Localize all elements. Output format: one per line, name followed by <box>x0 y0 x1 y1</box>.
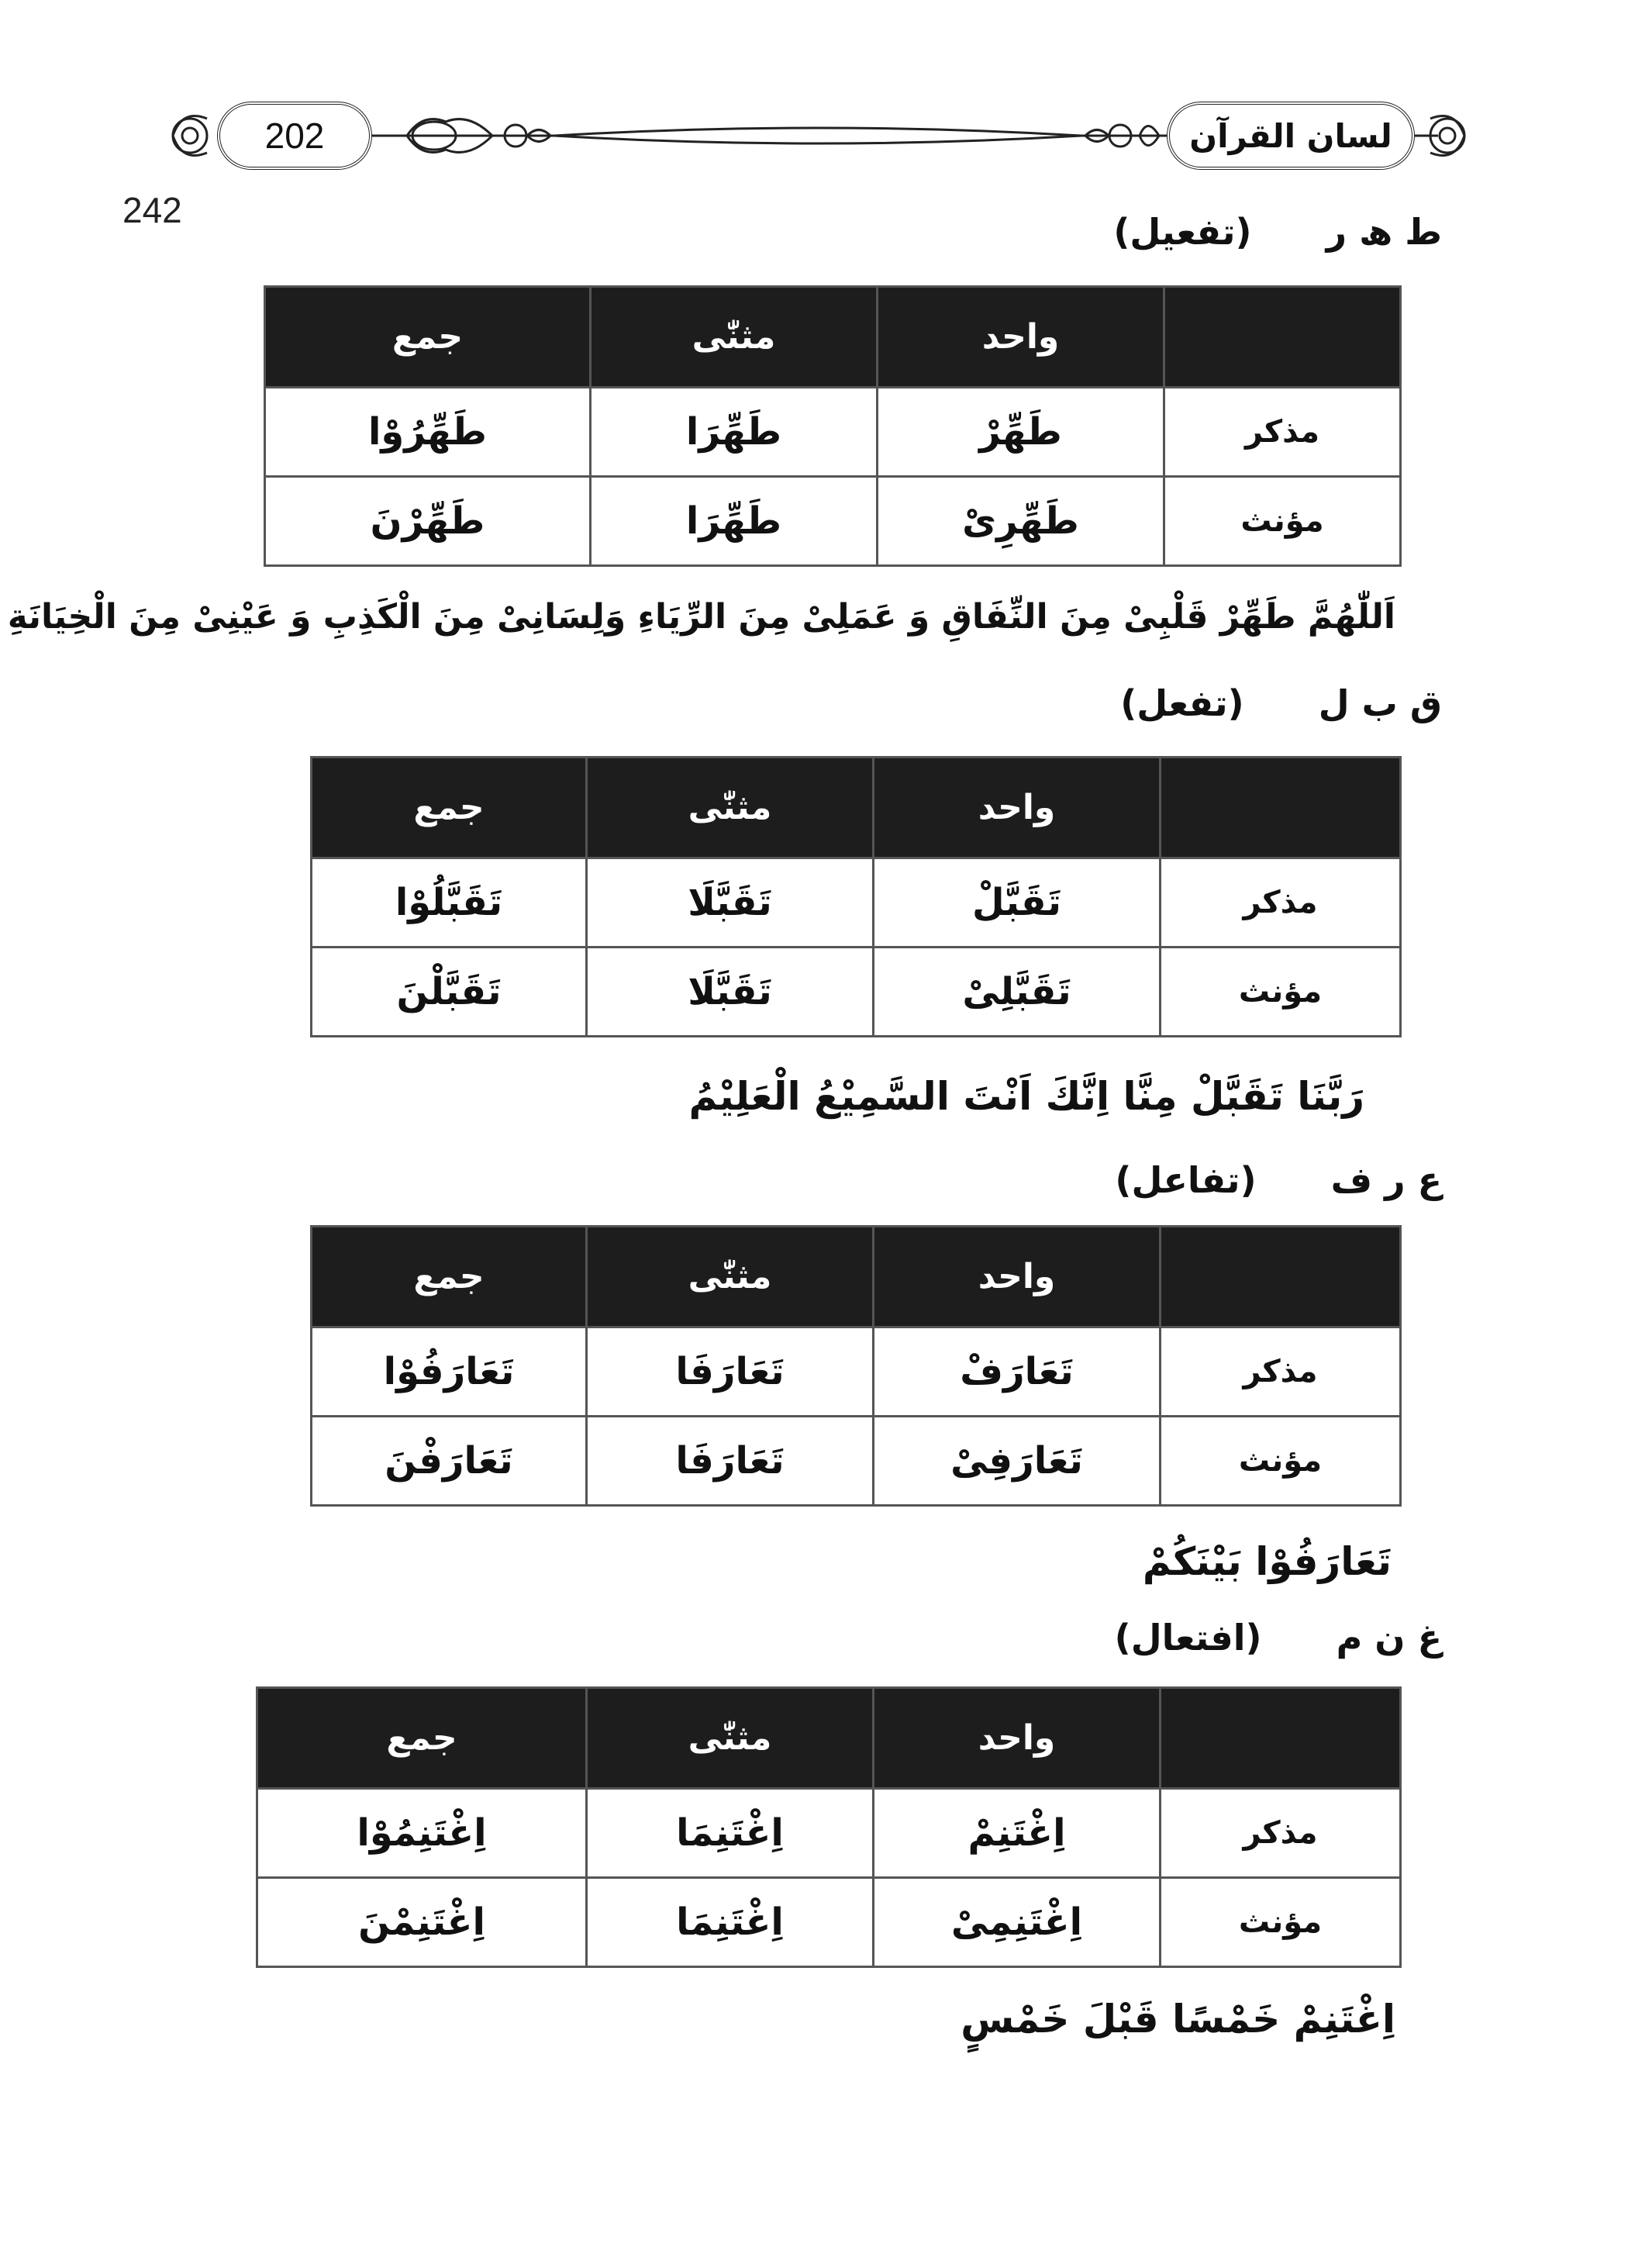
verb-pattern: (افتعال) <box>1114 1617 1262 1659</box>
table-cell: طَھِّرْ <box>878 388 1164 477</box>
row-label-feminine: مؤنث <box>1164 477 1401 566</box>
row-label-masculine: مذکر <box>1161 1789 1401 1878</box>
verb-pattern: (تفعیل) <box>1113 211 1252 253</box>
table-cell: تَقَبَّلَا <box>587 858 874 948</box>
row-label-masculine: مذکر <box>1161 1327 1401 1417</box>
stamp-number: 242 <box>122 190 182 230</box>
table-row <box>312 1327 1401 1417</box>
header-cell-dual: مثنّٰی <box>587 758 874 858</box>
conjugation-table <box>256 1686 1402 1968</box>
header-cell-dual: مثنّٰی <box>591 287 878 388</box>
header-cell-singular: واحد <box>874 1688 1161 1789</box>
table-cell: تَعَارَفْنَ <box>312 1417 587 1506</box>
row-label-masculine: مذکر <box>1164 388 1401 477</box>
table-cell: تَقَبَّلْ <box>874 858 1161 948</box>
section-heading <box>1113 211 1442 253</box>
table-cell: تَعَارَفَا <box>587 1327 874 1417</box>
table-cell: تَقَبَّلُوْا <box>312 858 587 948</box>
table-row <box>265 477 1401 566</box>
table-cell: اِغْتَنِمَا <box>587 1789 874 1878</box>
table-cell: طَھِّرِیْ <box>878 477 1164 566</box>
conjugation-table <box>310 1225 1402 1507</box>
table-cell: اِغْتَنِمَا <box>587 1878 874 1967</box>
header-cell-singular: واحد <box>878 287 1164 388</box>
root-letters: ط ھ ر <box>1326 211 1442 253</box>
header-cell-singular: واحد <box>874 1227 1161 1327</box>
header-cell-blank <box>1161 1688 1401 1789</box>
table-cell: تَقَبَّلْنَ <box>312 948 587 1037</box>
page-header <box>167 97 1469 174</box>
root-letters: غ ن م <box>1336 1617 1442 1659</box>
header-cell-blank <box>1164 287 1401 388</box>
example-sentence: رَبَّنَا تَقَبَّلْ مِنَّا اِنَّكَ اَنْتَ السَّمِیْعُ الْعَلِیْمُ <box>688 1074 1364 1119</box>
table-row <box>312 948 1401 1037</box>
root-letters: ق ب ل <box>1318 682 1442 724</box>
table-cell: اِغْتَنِمْنَ <box>257 1878 587 1967</box>
example-sentence: اِغْتَنِمْ خَمْسًا قَبْلَ خَمْسٍ <box>961 1997 1395 2042</box>
table-row <box>257 1878 1401 1967</box>
header-cell-plural: جمع <box>265 287 591 388</box>
table-cell: طَھِّرَا <box>591 477 878 566</box>
table-cell: تَقَبَّلَا <box>587 948 874 1037</box>
header-cell-dual: مثنّٰی <box>587 1688 874 1789</box>
table-cell: اِغْتَنِمِیْ <box>874 1878 1161 1967</box>
conjugation-table <box>264 285 1402 567</box>
table-row <box>257 1789 1401 1878</box>
header-cell-plural: جمع <box>257 1688 587 1789</box>
root-letters: ع ر ف <box>1330 1159 1442 1201</box>
table-cell: تَعَارَفْ <box>874 1327 1161 1417</box>
table-cell: طَھِّرُوْا <box>265 388 591 477</box>
table-row <box>265 388 1401 477</box>
table-cell: تَعَارَفِیْ <box>874 1417 1161 1506</box>
table-cell: تَعَارَفَا <box>587 1417 874 1506</box>
section-heading <box>1120 682 1442 724</box>
table-cell: تَقَبَّلِیْ <box>874 948 1161 1037</box>
header-cell-blank <box>1161 758 1401 858</box>
header-cell-blank <box>1161 1227 1401 1327</box>
table-cell: اِغْتَنِمْ <box>874 1789 1161 1878</box>
verb-pattern: (تفعل) <box>1120 682 1244 724</box>
header-cell-plural: جمع <box>312 758 587 858</box>
table-cell: اِغْتَنِمُوْا <box>257 1789 587 1878</box>
table-cell: طَھِّرْنَ <box>265 477 591 566</box>
section-heading <box>1115 1159 1442 1201</box>
table-cell: تَعَارَفُوْا <box>312 1327 587 1417</box>
table-row <box>312 858 1401 948</box>
page-number: 202 <box>217 102 372 170</box>
header-cell-plural: جمع <box>312 1227 587 1327</box>
row-label-feminine: مؤنث <box>1161 1878 1401 1967</box>
row-label-feminine: مؤنث <box>1161 948 1401 1037</box>
example-sentence: اَللّٰھُمَّ طَھِّرْ قَلْبِیْ مِنَ النِّفَاقِ وَ عَمَلِیْ مِنَ الرِّیَاءِ وَلِسَانِیْ مِنَ الْکَذِبِ وَ عَیْنِیْ مِنَ الْخِیَانَةِ <box>7 597 1395 637</box>
row-label-masculine: مذکر <box>1161 858 1401 948</box>
verb-pattern: (تفاعل) <box>1115 1159 1257 1201</box>
example-sentence: تَعَارَفُوْا بَیْنَكُمْ <box>1142 1539 1392 1584</box>
header-cell-singular: واحد <box>874 758 1161 858</box>
book-title: لسان القرآن <box>1167 102 1415 170</box>
header-cell-dual: مثنّٰی <box>587 1227 874 1327</box>
row-label-feminine: مؤنث <box>1161 1417 1401 1506</box>
table-row <box>312 1417 1401 1506</box>
conjugation-table <box>310 756 1402 1037</box>
section-heading <box>1115 1617 1442 1659</box>
table-cell: طَھِّرَا <box>591 388 878 477</box>
